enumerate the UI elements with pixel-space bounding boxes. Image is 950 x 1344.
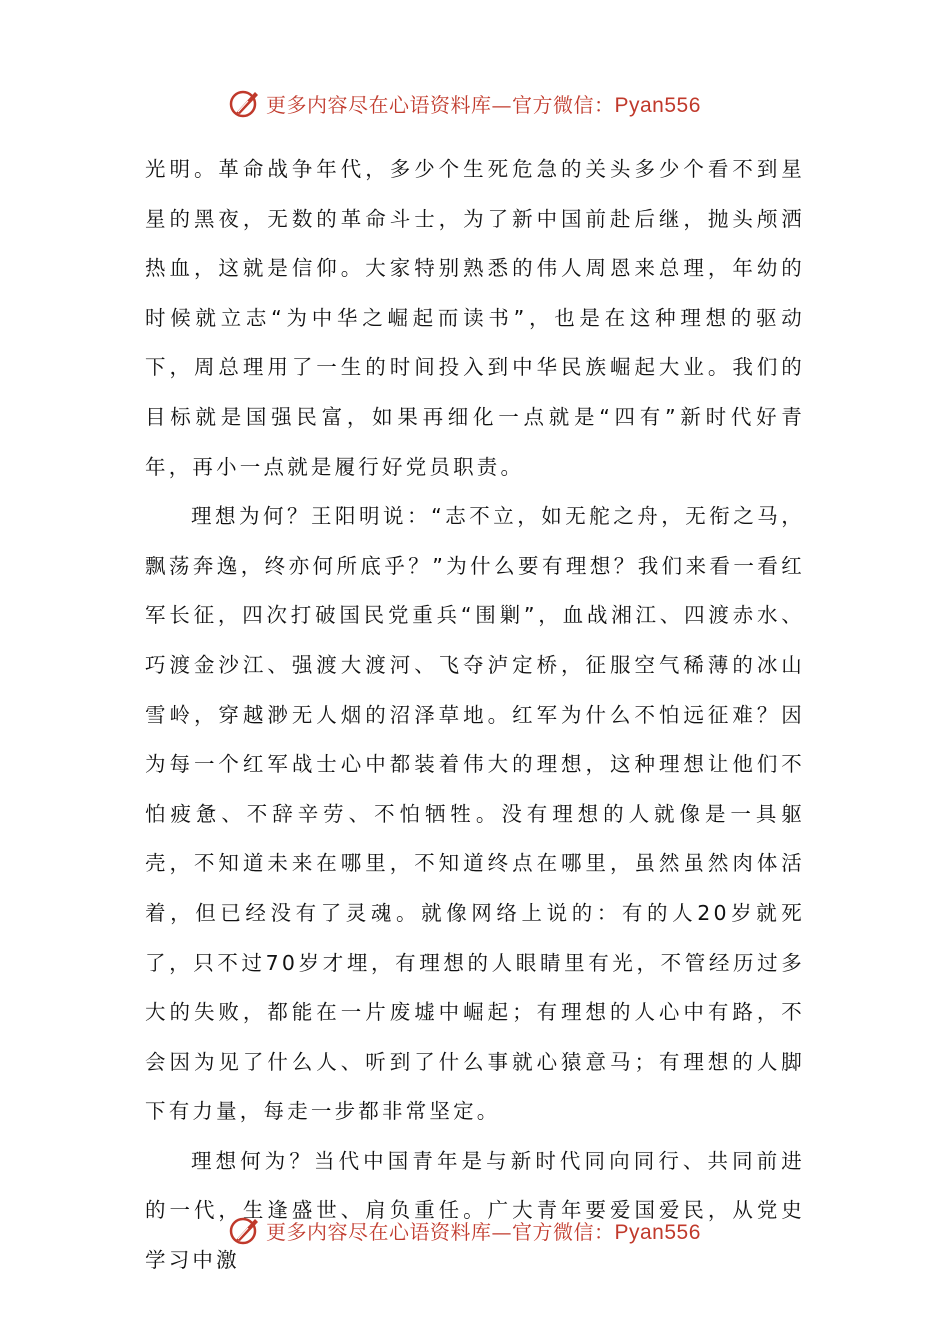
banner-text [266, 89, 701, 118]
header-watermark-banner [228, 83, 728, 123]
paragraph-2: 理想为何？王阳明说：“志不立，如无舵之舟，无衔之马，飘荡奔逸，终亦何所底乎？”为什么要有理想？我们来看一看红军长征，四次打破国民党重兵“围剿”，血战湘江、四渡赤水、巧渡金沙江、强渡大渡河、飞夺泸定桥，征服空气稀薄的冰山雪岭，穿越渺无人烟的沼泽草地。红军为什么不怕远征难？因为每一个红军战士心中都装着伟大的理想，这种理想让他们不怕疲惫、不辞辛劳、不怕牺牲。没有理想的人就像是一具躯壳，不知道未来在哪里，不知道终点在哪里，虽然虽然肉体活着，但已经没有了灵魂。就像网络上说的：有的人20岁就死了，只不过70岁才埋，有理想的人眼睛里有光，不管经历过多大的失败，都能在一片废墟中崛起；有理想的人心中有路，不会因为见了什么人、听到了什么事就心猿意马；有理想的人脚下有力量，每走一步都非常坚定。 [145, 504, 805, 1124]
footer-watermark-banner [228, 1210, 728, 1250]
paragraph-3: 理想何为？当代中国青年是与新时代同向同行、共同前进的一代，生逢盛世、肩负重任。广大青年要爱国爱民，从党史学习中激 [145, 1148, 805, 1273]
banner-text [266, 1216, 701, 1245]
banner-brand: 更多内容尽在心语资料库 [266, 92, 492, 117]
quill-logo-icon [228, 1213, 262, 1247]
banner-wechat-label: 官方微信： [512, 1219, 615, 1244]
paragraph-1: 光明。革命战争年代，多少个生死危急的关头多少个看不到星星的黑夜，无数的革命斗士，为了新中国前赴后继，抛头颅洒热血，这就是信仰。大家特别熟悉的伟人周恩来总理，年幼的时候就立志“为中华之崛起而读书”，也是在这种理想的驱动下，周总理用了一生的时间投入到中华民族崛起大业。我们的目标就是国强民富，如果再细化一点就是“四有”新时代好青年，再小一点就是履行好党员职责。 [145, 157, 805, 479]
banner-wechat-label: 官方微信： [512, 92, 615, 117]
quill-logo-icon [228, 86, 262, 120]
banner-wechat-id: Pyan556 [614, 1220, 701, 1244]
document-body [145, 145, 805, 1286]
banner-separator: — [491, 1219, 512, 1244]
banner-separator: — [491, 92, 512, 117]
banner-wechat-id: Pyan556 [614, 93, 701, 117]
banner-brand: 更多内容尽在心语资料库 [266, 1219, 492, 1244]
